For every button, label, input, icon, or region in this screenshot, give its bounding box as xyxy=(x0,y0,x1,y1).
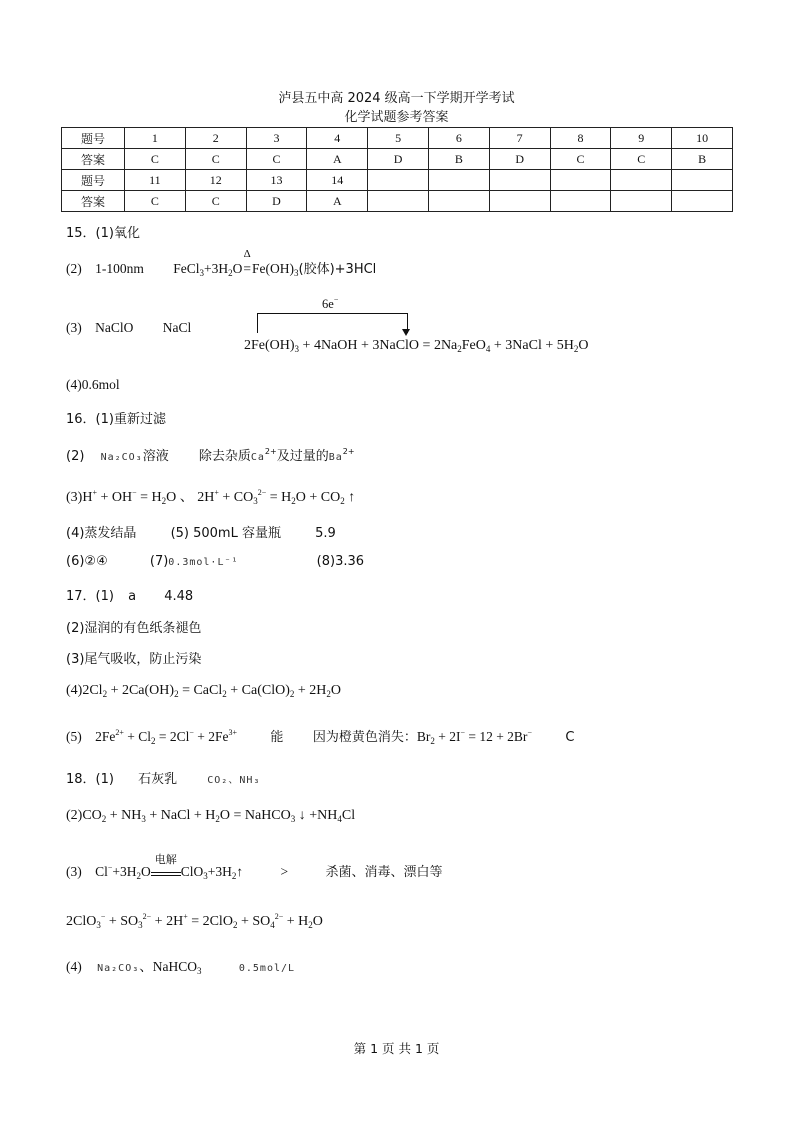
q17-part1-a: a xyxy=(128,589,137,604)
table-cell xyxy=(368,170,429,191)
table-cell: D xyxy=(489,149,550,170)
q16-part6-8 xyxy=(66,554,364,569)
table-cell xyxy=(489,191,550,212)
table-row-numbers-2 xyxy=(62,170,733,191)
table-cell: C xyxy=(550,149,611,170)
table-cell: 8 xyxy=(550,128,611,149)
q16-part8: (8)3.36 xyxy=(316,554,365,569)
table-row-answers-2 xyxy=(62,191,733,212)
table-row-answers-1 xyxy=(62,149,733,170)
table-cell: 4 xyxy=(307,128,368,149)
q16-ion-ca: Ca xyxy=(250,452,265,463)
q15-particle-size: 1-100nm xyxy=(95,261,144,276)
q15-reduction-product: NaCl xyxy=(162,320,192,335)
q16-purpose: 除去杂质 xyxy=(198,449,251,464)
table-cell xyxy=(368,191,429,212)
table-cell: 3 xyxy=(246,128,307,149)
q15-part2: (2) 1-100nm $FeCl_3+3H_2O$ Δ $=Fe(OH)_3$(胶体)+3HCl xyxy=(66,248,377,278)
table-cell: C xyxy=(185,149,246,170)
q18-part1-a: 石灰乳 xyxy=(138,772,178,787)
table-cell: C xyxy=(611,149,672,170)
table-cell: C xyxy=(125,191,186,212)
table-cell: D xyxy=(368,149,429,170)
table-cell: 2 xyxy=(185,128,246,149)
q17-part1: 17．(1) a 4.48 xyxy=(66,589,194,604)
table-cell: 1 xyxy=(125,128,186,149)
table-cell xyxy=(428,170,489,191)
q15-electron-label: 6e− xyxy=(322,295,339,311)
q15-eq-reactant: FeCl xyxy=(173,261,200,276)
q18-part3-use: 杀菌、消毒、漂白等 xyxy=(325,865,443,880)
table-cell: 6 xyxy=(428,128,489,149)
q15-eq-colloid: (胶体)+3HCl xyxy=(298,262,377,277)
table-row-label: 答案 xyxy=(62,149,125,170)
q16-part4-5 xyxy=(66,522,336,541)
table-cell: 10 xyxy=(672,128,733,149)
q16-part7-label: (7) xyxy=(149,554,169,569)
q16-part6: (6)②④ xyxy=(66,554,108,569)
q18-electrolysis-label: 电解 xyxy=(154,853,177,866)
table-cell: 12 xyxy=(185,170,246,191)
table-cell: 7 xyxy=(489,128,550,149)
q18-part4: (4) Na₂CO₃、NaHCO$_3$ 0.5mol/L xyxy=(66,959,296,976)
q15-electron-bracket xyxy=(257,313,408,333)
q15-part2-label: (2) xyxy=(66,261,82,276)
table-cell xyxy=(611,170,672,191)
table-cell xyxy=(672,170,733,191)
q16-solution: 溶液 xyxy=(142,449,169,464)
exam-subtitle: 化学试题参考答案 xyxy=(344,110,449,125)
q17-part5-reason: 因为橙黄色消失： xyxy=(312,730,417,745)
table-cell xyxy=(611,191,672,212)
q18-part4-conc: 0.5mol/L xyxy=(238,963,296,974)
q18-part1-b: CO₂、NH₃ xyxy=(207,775,261,786)
q18-part3-equation: $2ClO_3^- + SO_3^{2-} + 2H^+ = 2ClO_2 + SO_4^{2-} + H_2O$ xyxy=(66,912,323,930)
exam-title: 泸县五中高 2024 级高一下学期开学考试 xyxy=(278,91,515,106)
q17-part1-b: 4.48 xyxy=(164,589,194,604)
q18-part3: (3) $Cl^-+3H_2O$ 电解 $ClO_3+3H_2↑$ > 杀菌、消毒、漂白等 xyxy=(66,853,443,881)
q17-part3: (3)尾气吸收，防止污染 xyxy=(66,652,202,667)
q16-reagent: Na₂CO₃ xyxy=(100,452,143,463)
q17-part5-choice: C xyxy=(565,730,575,745)
page-footer: 第 1 页 共 1 页 xyxy=(353,1041,440,1056)
q18-part4-a: Na₂CO₃ xyxy=(97,963,140,974)
table-cell: D xyxy=(246,191,307,212)
q15-part3-equation: $2Fe(OH)_3$ + 4NaOH + 3NaClO = $2Na_2FeO_4$ + 3NaCl + $5H_2O$ xyxy=(244,338,589,354)
q17-part2: (2)湿润的有色纸条褪色 xyxy=(66,621,202,636)
q17-part5: (5) $2Fe^{2+} + Cl_2 = 2Cl^- + 2Fe^{3+}$ 能 因为橙黄色消失：$Br_2 + 2I^- = 12 + 2Br^-$ C xyxy=(66,728,575,746)
table-cell: C xyxy=(246,149,307,170)
table-cell: 11 xyxy=(125,170,186,191)
q17-part4: $(4)2Cl_2 + 2Ca(OH)_2$ = CaCl$_2$ + $Ca(ClO)_2 + 2H_2O$ xyxy=(66,683,341,699)
q18-part1: 18．(1) 石灰乳 CO₂、NH₃ xyxy=(66,772,261,787)
q15-eq-water: +3H xyxy=(204,261,229,276)
table-cell: A xyxy=(307,191,368,212)
table-cell: 13 xyxy=(246,170,307,191)
q16-part2: (2) Na₂CO₃溶液 除去杂质$Ca^{2+}$及过量的$Ba^{2+}$ xyxy=(66,447,355,464)
q15-part4: (4)0.6mol xyxy=(66,377,120,392)
q15-part3-labels xyxy=(66,320,191,336)
table-cell xyxy=(428,191,489,212)
table-cell xyxy=(550,191,611,212)
q16-part2-label: (2) xyxy=(66,449,85,464)
table-cell: 9 xyxy=(611,128,672,149)
table-row-label: 题号 xyxy=(62,128,125,149)
q15-electron-arrowhead xyxy=(402,329,410,336)
q16-part5: (5) 500mL 容量瓶 xyxy=(170,526,281,541)
q16-part4: (4)蒸发结晶 xyxy=(66,526,137,541)
table-cell: B xyxy=(672,149,733,170)
q16-ion-ba: Ba xyxy=(328,452,343,463)
q15-eq-product: Fe(OH) xyxy=(252,261,295,276)
q18-part3-compare: > xyxy=(280,864,289,879)
q16-part7-value: 0.3mol·L⁻¹ xyxy=(168,557,239,568)
table-cell: C xyxy=(185,191,246,212)
table-cell xyxy=(672,191,733,212)
table-cell: B xyxy=(428,149,489,170)
q18-part2: $(2)CO_2 + NH_3$ + NaCl + $H_2O$ = NaHCO$_3$ ↓ $+NH_4Cl$ xyxy=(66,808,356,824)
table-cell: A xyxy=(307,149,368,170)
table-row-label: 答案 xyxy=(62,191,125,212)
q17-part5-can: 能 xyxy=(270,730,284,745)
table-cell xyxy=(550,170,611,191)
q16-part5-mass: 5.9 xyxy=(315,526,336,541)
q15-part1: 15．(1)氧化 xyxy=(66,226,140,241)
table-cell xyxy=(489,170,550,191)
answer-table xyxy=(61,127,733,212)
q18-part4-b: 、NaHCO xyxy=(139,959,197,974)
table-cell: 5 xyxy=(368,128,429,149)
table-cell: 14 xyxy=(307,170,368,191)
q16-part3: $(3)H^+ + OH^- = H_2O$ 、 $2H^+ + CO_3^{2-} = H_2O + CO_2$ ↑ xyxy=(66,488,356,506)
q15-part3-label: (3) xyxy=(66,320,82,335)
q15-heat-symbol: Δ xyxy=(243,248,251,260)
table-row-numbers-1 xyxy=(62,128,733,149)
table-cell: C xyxy=(125,149,186,170)
q15-oxidant: NaClO xyxy=(95,320,134,335)
q16-part1: 16．(1)重新过滤 xyxy=(66,412,166,427)
q15-eq-water-o: O xyxy=(232,261,243,276)
table-row-label: 题号 xyxy=(62,170,125,191)
